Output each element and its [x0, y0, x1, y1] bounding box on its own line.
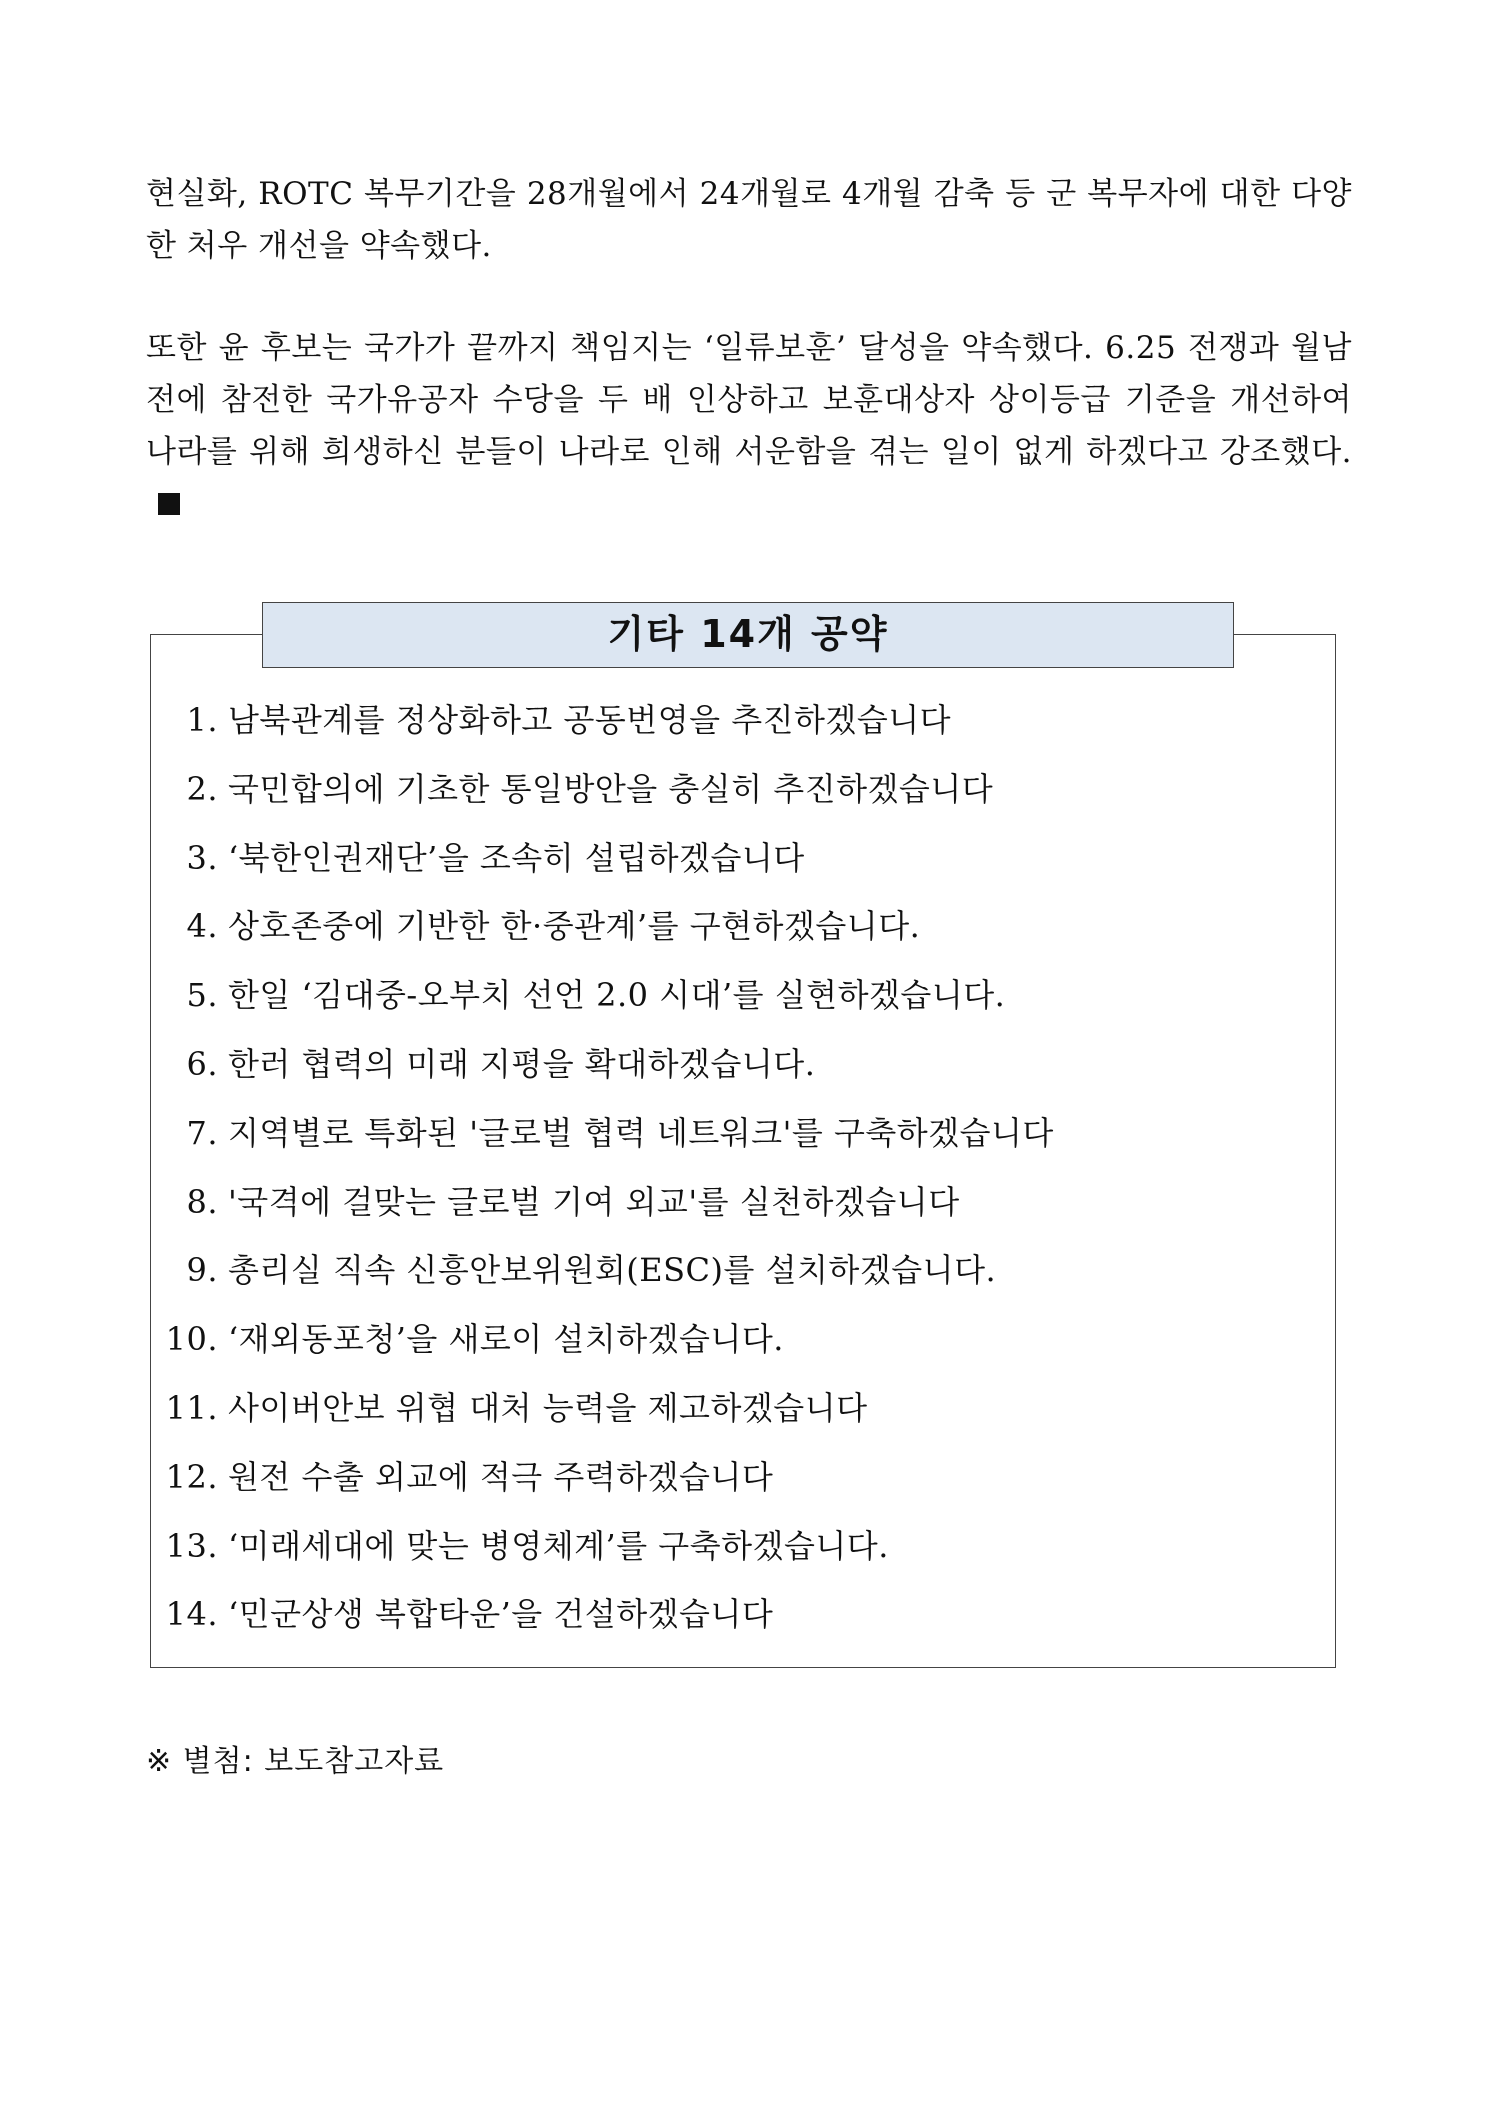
pledge-item [160, 1107, 1054, 1176]
pledge-text: 국민합의에 기초한 통일방안을 충실히 추진하겠습니다 [228, 769, 994, 808]
pledge-text: 남북관계를 정상화하고 공동번영을 추진하겠습니다 [228, 701, 952, 739]
pledge-item [160, 1382, 1054, 1451]
pledge-text: 한일 ‘김대중-오부치 선언 2.0 시대’를 실현하겠습니다. [228, 976, 1006, 1015]
pledge-text: 지역별로 특화된 '글로벌 협력 네트워크'를 구축하겠습니다 [228, 1113, 1054, 1152]
pledge-text: 한러 협력의 미래 지평을 확대하겠습니다. [228, 1044, 816, 1083]
pledge-text: ‘재외동포청’을 새로이 설치하겠습니다. [228, 1320, 784, 1359]
body-paragraph-2 [146, 322, 1352, 530]
attachment-note: ※ 별첨: 보도참고자료 [146, 1744, 445, 1779]
pledge-item [160, 763, 1054, 832]
body-paragraph-1: 현실화, ROTC 복무기간을 28개월에서 24개월로 4개월 감축 등 군 복무자에 대한 다양한 처우 개선을 약속했다. [146, 176, 1352, 264]
pledge-number: 4. [186, 907, 218, 946]
pledge-box-title: 기타 14개 공약 [262, 602, 1234, 668]
pledge-number: 9. [186, 1251, 218, 1290]
pledge-list [160, 694, 1054, 1657]
pledge-item [160, 694, 1054, 763]
pledge-number: 5. [186, 976, 218, 1015]
pledge-text: 원전 수출 외교에 적극 주력하겠습니다 [228, 1457, 774, 1496]
pledge-number: 7. [186, 1113, 218, 1152]
pledge-number: 14. [165, 1595, 218, 1634]
end-mark-square-icon [158, 493, 180, 515]
pledge-item [160, 1451, 1054, 1520]
pledge-number: 10. [165, 1320, 218, 1359]
pledge-text: 사이버안보 위협 대처 능력을 제고하겠습니다 [228, 1388, 868, 1427]
pledge-text: 상호존중에 기반한 한·중관계’를 구현하겠습니다. [228, 907, 921, 946]
pledge-number: 11. [165, 1388, 218, 1427]
pledge-item [160, 900, 1054, 969]
pledge-number: 3. [186, 838, 218, 877]
pledge-number: 6. [186, 1044, 218, 1083]
pledge-text: 총리실 직속 신흥안보위원회(ESC)를 설치하겠습니다. [228, 1251, 997, 1290]
pledge-item [160, 1176, 1054, 1245]
pledge-item [160, 1313, 1054, 1382]
pledge-text: ‘민군상생 복합타운’을 건설하겠습니다 [228, 1595, 774, 1634]
pledge-number: 1. [186, 701, 218, 739]
pledge-text: ‘북한인권재단’을 조속히 설립하겠습니다 [228, 838, 805, 877]
pledge-item [160, 969, 1054, 1038]
pledge-item [160, 1244, 1054, 1313]
pledge-item [160, 1038, 1054, 1107]
pledge-number: 13. [165, 1526, 218, 1565]
pledge-item [160, 832, 1054, 901]
pledge-number: 2. [186, 769, 218, 808]
pledge-number: 12. [165, 1457, 218, 1496]
pledge-item [160, 1588, 1054, 1657]
pledge-item [160, 1520, 1054, 1589]
body-paragraph-2-text: 또한 윤 후보는 국가가 끝까지 책임지는 ‘일류보훈’ 달성을 약속했다. 6.25 전쟁과 월남전에 참전한 국가유공자 수당을 두 배 인상하고 보훈대상자 상이등급 기준을 개선하여 나라를 위해 희생하신 분들이 나라로 인해 서운함을 겪는 일이 없게 하겠다고 강조했다. [146, 330, 1352, 470]
pledge-text: '국격에 걸맞는 글로벌 기여 외교'를 실천하겠습니다 [228, 1182, 960, 1221]
pledge-text: ‘미래세대에 맞는 병영체계’를 구축하겠습니다. [228, 1526, 889, 1565]
pledge-number: 8. [186, 1182, 218, 1221]
